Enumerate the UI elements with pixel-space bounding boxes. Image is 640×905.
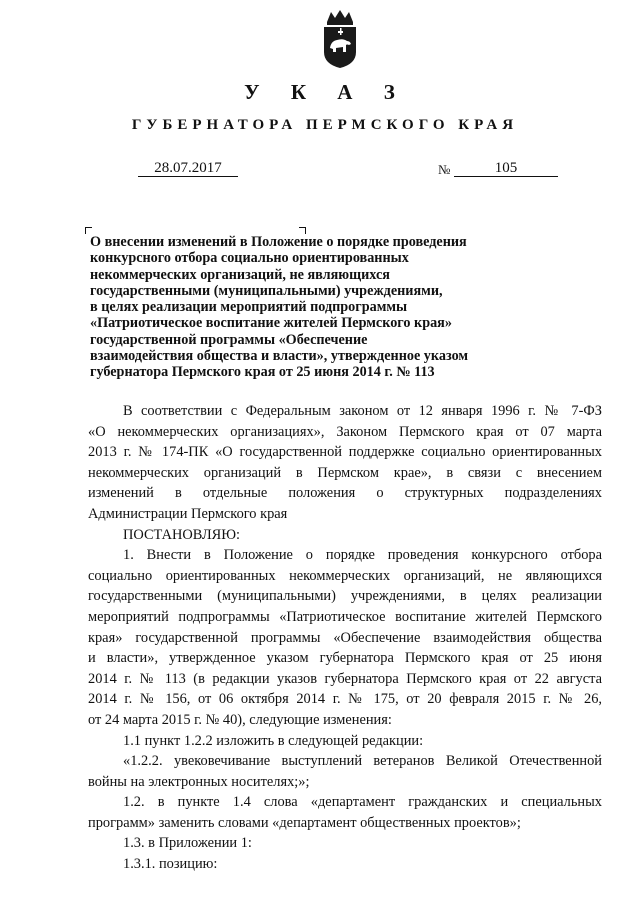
item1-line: 2014 г. № 156, от 06 октября 2014 г. № 175, от 20 февраля 2015 г. № 26,	[88, 691, 602, 708]
item1-line: края» государственной программы «Обеспечение взаимодействия общества	[88, 629, 602, 646]
document-subject	[90, 234, 510, 381]
subject-line: «Патриотическое воспитание жителей Пермского края»	[90, 315, 452, 332]
document-body	[88, 401, 602, 875]
item1-line: от 24 марта 2015 г. № 40), следующие изменения:	[88, 711, 392, 728]
preamble-line: некоммерческих организаций в Пермском крае», в связи с внесением	[88, 464, 602, 481]
document-date: 28.07.2017	[138, 160, 238, 177]
issuer-title: ГУБЕРНАТОРА ПЕРМСКОГО КРАЯ	[131, 117, 519, 133]
item11-quote-line: «1.2.2. увековечивание выступлений ветеранов Великой Отечественной	[123, 753, 602, 770]
subject-line: в целях реализации мероприятий подпрограммы	[90, 299, 408, 316]
preamble-line: 2013 г. № 174-ПК «О государственной поддержке социально ориентированных	[88, 444, 602, 461]
resolve-line: ПОСТАНОВЛЯЮ:	[123, 526, 241, 543]
item1-line: 2014 г. № 113 (в редакции указов губернатора Пермского края от 22 августа	[88, 670, 602, 687]
subject-line: государственной программы «Обеспечение	[90, 331, 368, 348]
item11-line: 1.1 пункт 1.2.2 изложить в следующей редакции:	[123, 732, 424, 749]
item11-quote-line: войны на электронных носителях;»;	[88, 773, 310, 790]
subject-line: губернатора Пермского края от 25 июня 2014 г. № 113	[90, 364, 435, 381]
item131-line: 1.3.1. позицию:	[123, 856, 218, 873]
item1-line: мероприятий подпрограммы «Патриотическое воспитание жителей Пермского	[88, 608, 602, 625]
item1-line: социально ориентированных некоммерческих организаций, не являющихся	[88, 567, 602, 584]
number-label: №	[438, 162, 451, 177]
item1-line: и власти», утвержденное указом губернатора Пермского края от 25 июня	[88, 650, 602, 667]
subject-corner-left	[85, 227, 92, 234]
item13-line: 1.3. в Приложении 1:	[123, 835, 252, 852]
item12-line: программ» заменить словами «департамент общественных проектов»;	[88, 814, 521, 831]
document-type-title: У К А З	[244, 80, 408, 104]
document-number: 105	[454, 160, 558, 177]
subject-line: конкурсного отбора социально ориентированных	[90, 250, 409, 267]
preamble-line: В соответствии с Федеральным законом от 12 января 1996 г. № 7-ФЗ	[123, 403, 602, 419]
preamble-line: «О некоммерческих организациях», Законом Пермского края от 07 марта	[88, 423, 602, 440]
subject-line: взаимодействия общества и власти», утвержденное указом	[90, 348, 469, 365]
preamble-line: изменений в отдельные положения о структурных подразделениях	[88, 485, 602, 502]
item12-line: 1.2. в пункте 1.4 слова «департамент гражданских и специальных	[123, 794, 602, 811]
item1-line: 1. Внести в Положение о порядке проведения конкурсного отбора	[123, 547, 602, 564]
subject-corner-right	[299, 227, 306, 234]
subject-line: государственными (муниципальными) учреждениями,	[90, 282, 443, 299]
item1-line: государственными (муниципальными) учреждениями, в целях реализации	[88, 588, 602, 605]
subject-line: некоммерческих организаций, не являющихся	[90, 266, 390, 283]
coat-of-arms-icon	[321, 8, 359, 70]
subject-line: О внесении изменений в Положение о порядке проведения	[90, 234, 467, 250]
preamble-line: Администрации Пермского края	[88, 505, 288, 522]
